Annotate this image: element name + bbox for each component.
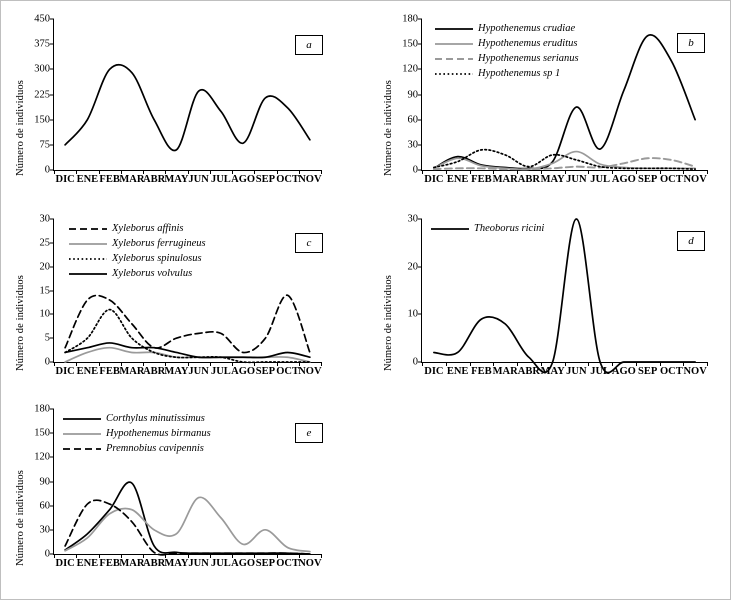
panel-d-ytick-label: 20 bbox=[407, 261, 418, 273]
panel-b-legend-item bbox=[435, 51, 579, 66]
panel-b-xtick-label: AGO bbox=[611, 174, 636, 185]
panel-d-legend bbox=[431, 221, 544, 236]
legend-line-swatch-icon bbox=[69, 269, 107, 279]
panel-e-ytick-label: 180 bbox=[34, 403, 50, 415]
legend-line-swatch-icon bbox=[63, 429, 101, 439]
panel-d-xtick-label: SEP bbox=[637, 366, 658, 377]
panel-d-xtick-label: ABR bbox=[517, 366, 540, 377]
panel-a-xtick-label: OCT bbox=[276, 174, 300, 185]
panel-d-xtick-label: JUL bbox=[590, 366, 611, 377]
panel-e-series-line bbox=[65, 497, 310, 551]
panel-a-ytick-mark bbox=[50, 94, 54, 95]
panel-e-legend-item bbox=[63, 411, 211, 426]
panel-b-ytick-label: 150 bbox=[402, 38, 418, 50]
panel-c-ytick-mark bbox=[50, 338, 54, 339]
panel-b-series-line bbox=[434, 152, 695, 170]
panel-a-ytick-mark bbox=[50, 119, 54, 120]
panel-e-xtick-label: ENE bbox=[76, 558, 99, 569]
panel-c-ytick-label: 10 bbox=[39, 308, 50, 320]
panel-c-y-axis-label: Número de individuos bbox=[15, 275, 26, 371]
panel-b-ytick-mark bbox=[418, 144, 422, 145]
panel-c-ytick-label: 30 bbox=[39, 213, 50, 225]
panel-a-y-axis-label: Número de individuos bbox=[15, 80, 26, 176]
panel-e-ytick-mark bbox=[50, 529, 54, 530]
panel-b-tag: b bbox=[677, 33, 705, 53]
panel-e-xtick-label: OCT bbox=[276, 558, 300, 569]
panel-a-xtick-label: SEP bbox=[255, 174, 276, 185]
panel-d-xtick-label: AGO bbox=[611, 366, 636, 377]
panel-c-legend-item bbox=[69, 266, 206, 281]
panel-e-ytick-label: 90 bbox=[39, 476, 50, 487]
panel-c-xtick-label: DIC bbox=[55, 366, 75, 377]
panel-b-xtick-label: NOV bbox=[683, 174, 707, 185]
panel-b-xtick-label: ENE bbox=[446, 174, 469, 185]
panel-b-xtick-label: MAY bbox=[540, 174, 565, 185]
panel-c-legend-label: Xyleborus volvulus bbox=[112, 268, 193, 279]
panel-b-legend-label: Hypothenemus crudiae bbox=[478, 23, 576, 34]
panel-e-ytick-label: 60 bbox=[39, 500, 50, 512]
panel-e-xtick-label: MAY bbox=[164, 558, 189, 569]
panel-a-ytick-label: 225 bbox=[34, 89, 50, 100]
panel-e-xtick-label: MAR bbox=[119, 558, 145, 569]
panel-b-legend-item bbox=[435, 66, 579, 81]
panel-c-xtick-label: NOV bbox=[298, 366, 322, 377]
panel-b-ytick-mark bbox=[418, 19, 422, 20]
panel-a-xtick-label: DIC bbox=[55, 174, 75, 185]
panel-d-ytick-label: 30 bbox=[407, 213, 418, 225]
panel-b-xtick-label: ABR bbox=[517, 174, 540, 185]
panel-e-tag: e bbox=[295, 423, 323, 443]
panel-d-ytick-label: 10 bbox=[407, 308, 418, 320]
panel-e-legend-label: Hypothenemus birmanus bbox=[106, 428, 211, 439]
panel-c-ytick-label: 5 bbox=[44, 332, 50, 344]
panel-c-xtick-label: JUN bbox=[188, 366, 209, 377]
panel-a-xtick-label: MAR bbox=[119, 174, 145, 185]
panel-c-ytick-label: 0 bbox=[44, 356, 50, 368]
legend-line-swatch-icon bbox=[63, 444, 101, 454]
panel-b-xtick-label: FEB bbox=[471, 174, 492, 185]
panel-e-xtick-label: JUN bbox=[188, 558, 209, 569]
panel-a-plot-area bbox=[34, 13, 322, 185]
panel-d-ytick-mark bbox=[418, 219, 422, 220]
panel-b-ytick-label: 60 bbox=[407, 114, 418, 126]
panel-c-xtick-label: ABR bbox=[143, 366, 166, 377]
panel-d-ytick-mark bbox=[418, 266, 422, 267]
panel-b-xtick-label: DIC bbox=[424, 174, 444, 185]
panel-d-legend-item bbox=[431, 221, 544, 236]
panel-b-ytick-mark bbox=[418, 44, 422, 45]
panel-e-series-line bbox=[65, 500, 310, 555]
panel-c-legend-label: Xyleborus ferrugineus bbox=[112, 238, 206, 249]
panel-b-legend-label: Hypothenemus eruditus bbox=[478, 38, 578, 49]
panel-a-ytick-mark bbox=[50, 144, 54, 145]
panel-c-ytick-label: 15 bbox=[39, 285, 50, 296]
panel-a-ytick-label: 0 bbox=[44, 164, 50, 176]
panel-c-legend-item bbox=[69, 221, 206, 236]
legend-line-swatch-icon bbox=[69, 224, 107, 234]
panel-b-ytick-label: 120 bbox=[402, 63, 418, 75]
panel-d-y-axis-label: Número de individuos bbox=[383, 275, 394, 371]
panel-a-ytick-label: 450 bbox=[34, 13, 50, 25]
panel-e-legend-label: Premnobius cavipennis bbox=[106, 443, 204, 454]
panel-c-xtick-label: ENE bbox=[76, 366, 99, 377]
legend-line-swatch-icon bbox=[69, 239, 107, 249]
panel-b-ytick-label: 30 bbox=[407, 139, 418, 151]
panel-d-tag: d bbox=[677, 231, 705, 251]
legend-line-swatch-icon bbox=[435, 69, 473, 79]
panel-d-x-axis-labels bbox=[422, 362, 707, 380]
panel-d-xtick-label: DIC bbox=[424, 366, 444, 377]
panel-e-legend-item bbox=[63, 441, 211, 456]
panel-e-ytick-label: 150 bbox=[34, 427, 50, 439]
panel-a-x-axis-labels bbox=[54, 170, 321, 188]
panel-e-xtick-label: DIC bbox=[55, 558, 75, 569]
panel-b-y-axis-label: Número de individuos bbox=[383, 80, 394, 176]
panel-a-series-line bbox=[65, 65, 310, 151]
panel-e-legend-label: Corthylus minutissimus bbox=[106, 413, 205, 424]
panel-c-ytick-mark bbox=[50, 290, 54, 291]
panel-d-xtick-label: FEB bbox=[471, 366, 492, 377]
panel-b-legend-item bbox=[435, 36, 579, 51]
panel-e-xtick-label: FEB bbox=[99, 558, 120, 569]
panel-c-xtick-label: SEP bbox=[255, 366, 276, 377]
panel-c-ytick-mark bbox=[50, 242, 54, 243]
panel-e-ytick-mark bbox=[50, 409, 54, 410]
panel-b-xtick-mark bbox=[707, 170, 708, 174]
panel-a-xtick-label: NOV bbox=[298, 174, 322, 185]
panel-e-legend-item bbox=[63, 426, 211, 441]
panel-a-ytick-mark bbox=[50, 69, 54, 70]
panel-c-xtick-label: MAR bbox=[119, 366, 145, 377]
panel-a-xtick-label: JUL bbox=[210, 174, 231, 185]
panel-c-xtick-label: FEB bbox=[99, 366, 120, 377]
legend-line-swatch-icon bbox=[435, 39, 473, 49]
panel-a-ytick-mark bbox=[50, 44, 54, 45]
panel-e-xtick-label: NOV bbox=[298, 558, 322, 569]
panel-d-xtick-label: JUN bbox=[566, 366, 587, 377]
panel-c-xtick-label: AGO bbox=[231, 366, 256, 377]
panel-b-ytick-label: 0 bbox=[412, 164, 418, 176]
panel-b-xtick-label: OCT bbox=[659, 174, 683, 185]
panel-a-series-layer bbox=[54, 19, 322, 171]
panel-a-ytick-label: 75 bbox=[39, 139, 50, 151]
panel-c-tag: c bbox=[295, 233, 323, 253]
panel-a-xtick-label: JUN bbox=[188, 174, 209, 185]
panel-b-xtick-label: SEP bbox=[637, 174, 658, 185]
panel-d-xtick-label: MAR bbox=[492, 366, 518, 377]
panel-b-ytick-mark bbox=[418, 69, 422, 70]
panel-d-xtick-label: NOV bbox=[683, 366, 707, 377]
panel-d-xtick-label: MAY bbox=[540, 366, 565, 377]
panel-c-legend-item bbox=[69, 251, 206, 266]
panel-b-series-line bbox=[434, 150, 695, 170]
panel-d-ytick-label: 0 bbox=[412, 356, 418, 368]
panel-e-xtick-label: SEP bbox=[255, 558, 276, 569]
panel-e-ytick-label: 0 bbox=[44, 548, 50, 560]
panel-c-xtick-label: MAY bbox=[164, 366, 189, 377]
panel-b-x-axis-labels bbox=[422, 170, 707, 188]
panel-d-ytick-mark bbox=[418, 314, 422, 315]
panel-a-xtick-label: ABR bbox=[143, 174, 166, 185]
panel-e-ytick-mark bbox=[50, 457, 54, 458]
panel-c bbox=[7, 211, 337, 391]
panel-a-tag: a bbox=[295, 35, 323, 55]
panel-e-ytick-mark bbox=[50, 505, 54, 506]
panel-e-ytick-label: 30 bbox=[39, 524, 50, 536]
panel-c-legend bbox=[69, 221, 206, 281]
panel-c-legend-label: Xyleborus spinulosus bbox=[112, 253, 202, 264]
panel-b-legend bbox=[435, 21, 579, 81]
legend-line-swatch-icon bbox=[435, 24, 473, 34]
panel-d-plot-area bbox=[407, 213, 707, 377]
panel-d-series-layer bbox=[422, 219, 708, 363]
panel-a-ytick-label: 375 bbox=[34, 38, 50, 50]
legend-line-swatch-icon bbox=[69, 254, 107, 264]
panel-e-legend bbox=[63, 411, 211, 456]
panel-c-x-axis-labels bbox=[54, 362, 321, 380]
panel-b-ytick-mark bbox=[418, 119, 422, 120]
panel-d-xtick-mark bbox=[707, 362, 708, 366]
panel-d bbox=[375, 211, 725, 391]
panel-d-xtick-label: ENE bbox=[446, 366, 469, 377]
panel-b-xtick-label: JUL bbox=[590, 174, 611, 185]
panel-e-xtick-label: JUL bbox=[210, 558, 231, 569]
panel-c-legend-item bbox=[69, 236, 206, 251]
panel-b-legend-label: Hypothenemus sp 1 bbox=[478, 68, 561, 79]
panel-c-xtick-label: OCT bbox=[276, 366, 300, 377]
panel-a-xtick-label: AGO bbox=[231, 174, 256, 185]
panel-a-ytick-mark bbox=[50, 19, 54, 20]
panel-a-ytick-label: 150 bbox=[34, 114, 50, 126]
panel-b-xtick-label: MAR bbox=[492, 174, 518, 185]
panel-d-legend-label: Theoborus ricini bbox=[474, 223, 545, 234]
panel-e-y-axis-label: Número de individuos bbox=[15, 470, 26, 566]
panel-e-ytick-mark bbox=[50, 433, 54, 434]
panel-c-ytick-mark bbox=[50, 266, 54, 267]
panel-c-series-line bbox=[65, 343, 310, 358]
panel-e-x-axis-labels bbox=[54, 554, 321, 572]
panel-a-xtick-label: MAY bbox=[164, 174, 189, 185]
panel-d-series-line bbox=[434, 219, 695, 373]
panel-b-legend-label: Hypothenemus serianus bbox=[478, 53, 579, 64]
panel-d-xtick-label: OCT bbox=[659, 366, 683, 377]
panel-e-xtick-label: ABR bbox=[143, 558, 166, 569]
panel-e-ytick-mark bbox=[50, 481, 54, 482]
panel-c-ytick-mark bbox=[50, 219, 54, 220]
panel-b bbox=[375, 11, 725, 201]
panel-a-xtick-label: FEB bbox=[99, 174, 120, 185]
panel-c-xtick-label: JUL bbox=[210, 366, 231, 377]
panel-a-xtick-label: ENE bbox=[76, 174, 99, 185]
panel-b-legend-item bbox=[435, 21, 579, 36]
panel-b-ytick-label: 90 bbox=[407, 89, 418, 100]
panel-b-ytick-label: 180 bbox=[402, 13, 418, 25]
panel-a-ytick-label: 300 bbox=[34, 63, 50, 75]
panel-b-xtick-label: JUN bbox=[566, 174, 587, 185]
legend-line-swatch-icon bbox=[431, 224, 469, 234]
legend-line-swatch-icon bbox=[435, 54, 473, 64]
panel-c-legend-label: Xyleborus affinis bbox=[112, 223, 184, 234]
panel-c-ytick-mark bbox=[50, 314, 54, 315]
panel-b-ytick-mark bbox=[418, 94, 422, 95]
panel-c-ytick-label: 20 bbox=[39, 261, 50, 273]
panel-c-ytick-label: 25 bbox=[39, 237, 50, 249]
panel-e-ytick-label: 120 bbox=[34, 451, 50, 463]
panel-e-series-line bbox=[65, 482, 310, 554]
panel-e-xtick-label: AGO bbox=[231, 558, 256, 569]
panel-e bbox=[7, 401, 337, 591]
legend-line-swatch-icon bbox=[63, 414, 101, 424]
panel-a bbox=[7, 11, 337, 201]
